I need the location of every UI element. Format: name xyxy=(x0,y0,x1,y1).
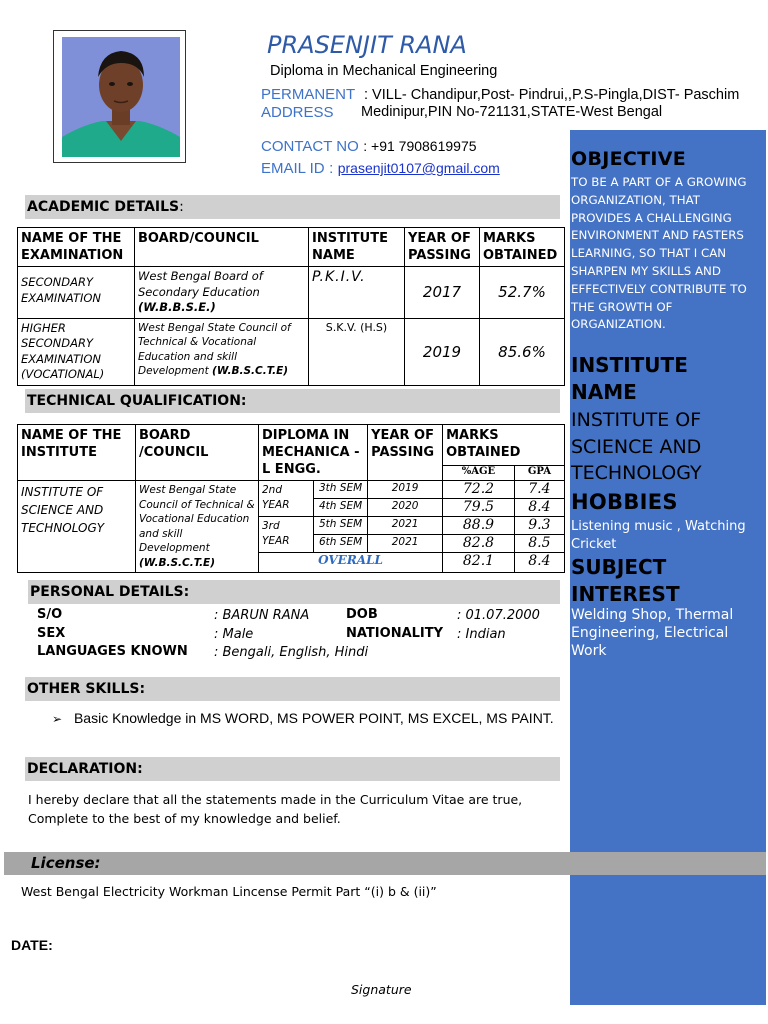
nationality-label: NATIONALITY xyxy=(346,626,444,641)
sex-value: : Male xyxy=(214,627,254,642)
technical-section-header xyxy=(25,389,560,413)
tech-institute-cell: INSTITUTE OF SCIENCE AND TECHNOLOGY xyxy=(18,481,136,573)
year-cell: 2017 xyxy=(405,267,480,319)
email-row xyxy=(261,160,500,178)
exam-cell: HIGHER SECONDARY EXAMINATION (VOCATIONAL) xyxy=(18,318,135,385)
table-row xyxy=(18,267,565,319)
academic-title: ACADEMIC DETAILS xyxy=(27,199,180,215)
tech-sub-age: %AGE xyxy=(443,466,515,481)
sem-cell: 3th SEM xyxy=(314,481,368,499)
skills-section-header xyxy=(25,677,560,701)
overall-age-cell: 82.1 xyxy=(443,553,515,573)
address-line-1: : VILL- Chandipur,Post- Pindrui,,P.S-Pingla,DIST- Paschim xyxy=(364,87,740,103)
sem-gpa-cell: 7.4 xyxy=(514,481,564,499)
hobbies-title: HOBBIES xyxy=(571,490,678,514)
marks-cell: 85.6% xyxy=(480,318,565,385)
license-title: License: xyxy=(31,854,101,872)
subject-title: SUBJECT INTEREST xyxy=(571,555,680,606)
sem-cell: 6th SEM xyxy=(314,535,368,553)
license-section-header xyxy=(4,852,766,875)
skills-bullet-item xyxy=(52,710,554,726)
sem-age-cell: 82.8 xyxy=(443,535,515,553)
so-label: S/O xyxy=(37,607,63,622)
sem-gpa-cell: 8.4 xyxy=(514,499,564,517)
institute-cell: P.K.I.V. xyxy=(309,267,405,319)
sem-year-cell: 2021 xyxy=(368,517,443,535)
technical-table xyxy=(17,424,565,573)
candidate-subtitle: Diploma in Mechanical Engineering xyxy=(270,63,498,79)
languages-label: LANGUAGES KNOWN xyxy=(37,644,188,659)
board-cell: West Bengal State Council of Technical & Vocational Education and skill Development (W.B.S.C.T.E) xyxy=(135,318,309,385)
tech-col-marks: MARKS OBTAINED xyxy=(443,425,565,466)
overall-gpa-cell: 8.4 xyxy=(514,553,564,573)
sex-label: SEX xyxy=(37,626,66,641)
declaration-section-header xyxy=(25,757,560,781)
academic-table xyxy=(17,227,565,386)
academic-col-institute: INSTITUTE NAME xyxy=(309,228,405,267)
address-line-2: Medinipur,PIN No-721131,STATE-West Bengal xyxy=(361,104,663,120)
license-text: West Bengal Electricity Workman Lincense Permit Part “(i) b & (ii)” xyxy=(21,884,437,899)
academic-col-marks: MARKS OBTAINED xyxy=(480,228,565,267)
academic-col-board: BOARD/COUNCIL xyxy=(135,228,309,267)
so-value: : BARUN RANA xyxy=(214,608,310,623)
skills-bullet-text: Basic Knowledge in MS WORD, MS POWER POINT, MS EXCEL, MS PAINT. xyxy=(73,710,554,726)
sem-gpa-cell: 8.5 xyxy=(514,535,564,553)
tech-col-institute: NAME OF THE INSTITUTE xyxy=(18,425,136,481)
languages-value: : Bengali, English, Hindi xyxy=(214,645,369,660)
sem-age-cell: 79.5 xyxy=(443,499,515,517)
institute-cell: S.K.V. (H.S) xyxy=(309,318,405,385)
dob-value: : 01.07.2000 xyxy=(457,608,540,623)
year-2-cell: 2nd YEAR xyxy=(259,481,314,517)
overall-label: OVERALL xyxy=(259,553,443,573)
profile-photo xyxy=(62,37,180,157)
year-cell: 2019 xyxy=(405,318,480,385)
profile-photo-frame xyxy=(53,30,186,163)
sem-age-cell: 88.9 xyxy=(443,517,515,535)
academic-col-year: YEAR OF PASSING xyxy=(405,228,480,267)
sem-year-cell: 2020 xyxy=(368,499,443,517)
tech-col-diploma: DIPLOMA IN MECHANICA -L ENGG. xyxy=(259,425,368,481)
nationality-value: : Indian xyxy=(457,627,506,642)
email-separator: : xyxy=(329,160,334,177)
tech-board-cell: West Bengal State Council of Technical & Vocational Education and skill Development (W.B.S.C.T.E) xyxy=(136,481,259,573)
declaration-text: I hereby declare that all the statements made in the Curriculum Vitae are true, Complete to the best of my knowledge and belief. xyxy=(28,792,523,826)
sem-cell: 4th SEM xyxy=(314,499,368,517)
candidate-name: PRASENJIT RANA xyxy=(267,31,467,59)
marks-cell: 52.7% xyxy=(480,267,565,319)
tech-col-board: BOARD /COUNCIL xyxy=(136,425,259,481)
academic-section-header: ACADEMIC DETAILS: xyxy=(25,195,560,219)
contact-label: CONTACT NO xyxy=(261,138,359,155)
hobbies-text: Listening music , Watching Cricket xyxy=(571,519,746,552)
tech-sub-gpa: GPA xyxy=(514,466,564,481)
table-row xyxy=(18,481,565,499)
objective-text: TO BE A PART OF A GROWING ORGANIZATION, THAT PROVIDES A CHALLENGING ENVIRONMENT AND FASTERS LEARNING, SO THAT I CAN SHARPEN MY SKILLS AND EFFECTIVELY CONTRIBUTE TO THE GROWTH OF ORGANIZATION. xyxy=(571,175,747,332)
objective-title: OBJECTIVE xyxy=(571,148,687,170)
subject-text: Welding Shop, Thermal Engineering, Electrical Work xyxy=(571,607,734,659)
sem-age-cell: 72.2 xyxy=(443,481,515,499)
email-label: EMAIL ID xyxy=(261,160,325,177)
table-row xyxy=(18,318,565,385)
sem-year-cell: 2021 xyxy=(368,535,443,553)
sem-gpa-cell: 9.3 xyxy=(514,517,564,535)
dob-label: DOB xyxy=(346,607,378,622)
address-label: ADDRESS xyxy=(261,104,334,121)
institute-text: INSTITUTE OF SCIENCE AND TECHNOLOGY xyxy=(571,409,702,484)
personal-section-header xyxy=(28,580,560,604)
declaration-title: DECLARATION: xyxy=(27,761,143,777)
board-cell: West Bengal Board of Secondary Education (W.B.B.S.E.) xyxy=(135,267,309,319)
sem-year-cell: 2019 xyxy=(368,481,443,499)
date-label: DATE: xyxy=(11,937,53,953)
email-link[interactable]: prasenjit0107@gmail.com xyxy=(337,160,500,176)
contact-value: : +91 7908619975 xyxy=(363,138,477,154)
permanent-label: PERMANENT xyxy=(261,86,356,103)
signature-label: Signature xyxy=(351,982,412,997)
tech-col-year: YEAR OF PASSING xyxy=(368,425,443,481)
technical-title: TECHNICAL QUALIFICATION: xyxy=(27,393,247,409)
sem-cell: 5th SEM xyxy=(314,517,368,535)
year-3-cell: 3rd YEAR xyxy=(259,517,314,553)
skills-title: OTHER SKILLS: xyxy=(27,681,146,697)
personal-title: PERSONAL DETAILS: xyxy=(30,584,190,600)
exam-cell: SECONDARY EXAMINATION xyxy=(18,267,135,319)
academic-header-row xyxy=(18,228,565,267)
institute-title: INSTITUTE NAME xyxy=(571,353,688,404)
arrow-bullet-icon: ➢ xyxy=(52,712,63,726)
contact-row xyxy=(261,138,477,156)
academic-col-exam: NAME OF THE EXAMINATION xyxy=(18,228,135,267)
